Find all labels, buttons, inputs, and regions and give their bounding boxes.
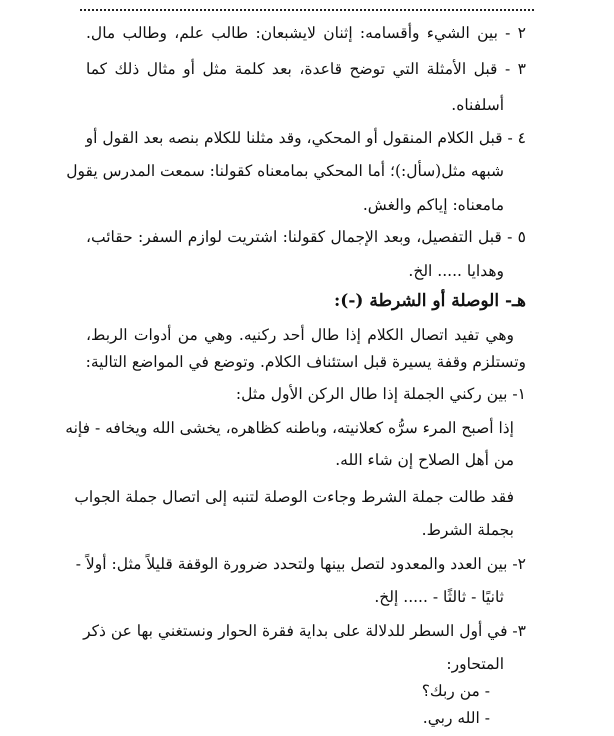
item-5: ٥ - قبل التفصيل، وبعد الإجمال كقولنا: اشتريت لوازم السفر: حقائب، (86, 228, 526, 246)
item-4: ٤ - قبل الكلام المنقول أو المحكي، وقد مثلنا للكلام بنصه بعد القول أو (85, 129, 526, 147)
item-4-continuation-2: مامعناه: إياكم والغش. (362, 196, 504, 214)
rule-3-continuation: المتحاور: (446, 655, 504, 673)
item-2: ٢ - بين الشيء وأقسامه: إثنان لايشبعان: طالب علم، وطالب مال. (86, 24, 526, 42)
item-5-continuation: وهدايا ..... الخ. (408, 262, 504, 280)
dialogue-line-1: - من ربك؟ (421, 682, 490, 700)
item-4-continuation-1: شبهه مثل(سأل:)؛ أما المحكي بمامعناه كقولنا: سمعت المدرس يقول (66, 162, 504, 180)
section-heading: هـ- الوصلة أو الشرطة (-): (334, 291, 526, 311)
item-3: ٣ - قبل الأمثلة التي توضح قاعدة، بعد كلمة مثل أو مثال ذلك كما (86, 60, 526, 78)
rule-3: ٣- في أول السطر للدلالة على بداية فقرة الحوار ونستغني بها عن ذكر (83, 622, 526, 640)
rule-2: ٢- بين العدد والمعدود لتصل بينها ولتحدد ضرورة الوقفة قليلاً مثل: أولاً - (75, 555, 526, 573)
item-3-continuation: أسلفناه. (451, 96, 504, 114)
paragraph-line-2: وتستلزم وقفة يسيرة قبل استئناف الكلام. وتوضع في المواضع التالية: (85, 353, 526, 371)
rule-1: ١- بين ركني الجملة إذا طال الركن الأول مثل: (235, 385, 526, 403)
explanation-line-1: فقد طالت جملة الشرط وجاءت الوصلة لتنبه إلى اتصال جملة الجواب (74, 488, 514, 506)
rule-2-continuation: ثانيًا - ثالثًا - ..... إلخ. (374, 588, 504, 606)
top-dotted-rule (80, 9, 534, 11)
example-1-line-2: من أهل الصلاح إن شاء الله. (335, 451, 514, 469)
dialogue-line-2: - الله ربي. (422, 709, 490, 727)
explanation-line-2: بجملة الشرط. (421, 521, 514, 539)
paragraph-line-1: وهي تفيد اتصال الكلام إذا طال أحد ركنيه. وهي من أدوات الربط، (86, 326, 514, 344)
example-1-line-1: إذا أصبح المرء سرُّه كعلانيته، وباطنه كظاهره، يخشى الله ويخافه - فإنه (65, 419, 514, 437)
